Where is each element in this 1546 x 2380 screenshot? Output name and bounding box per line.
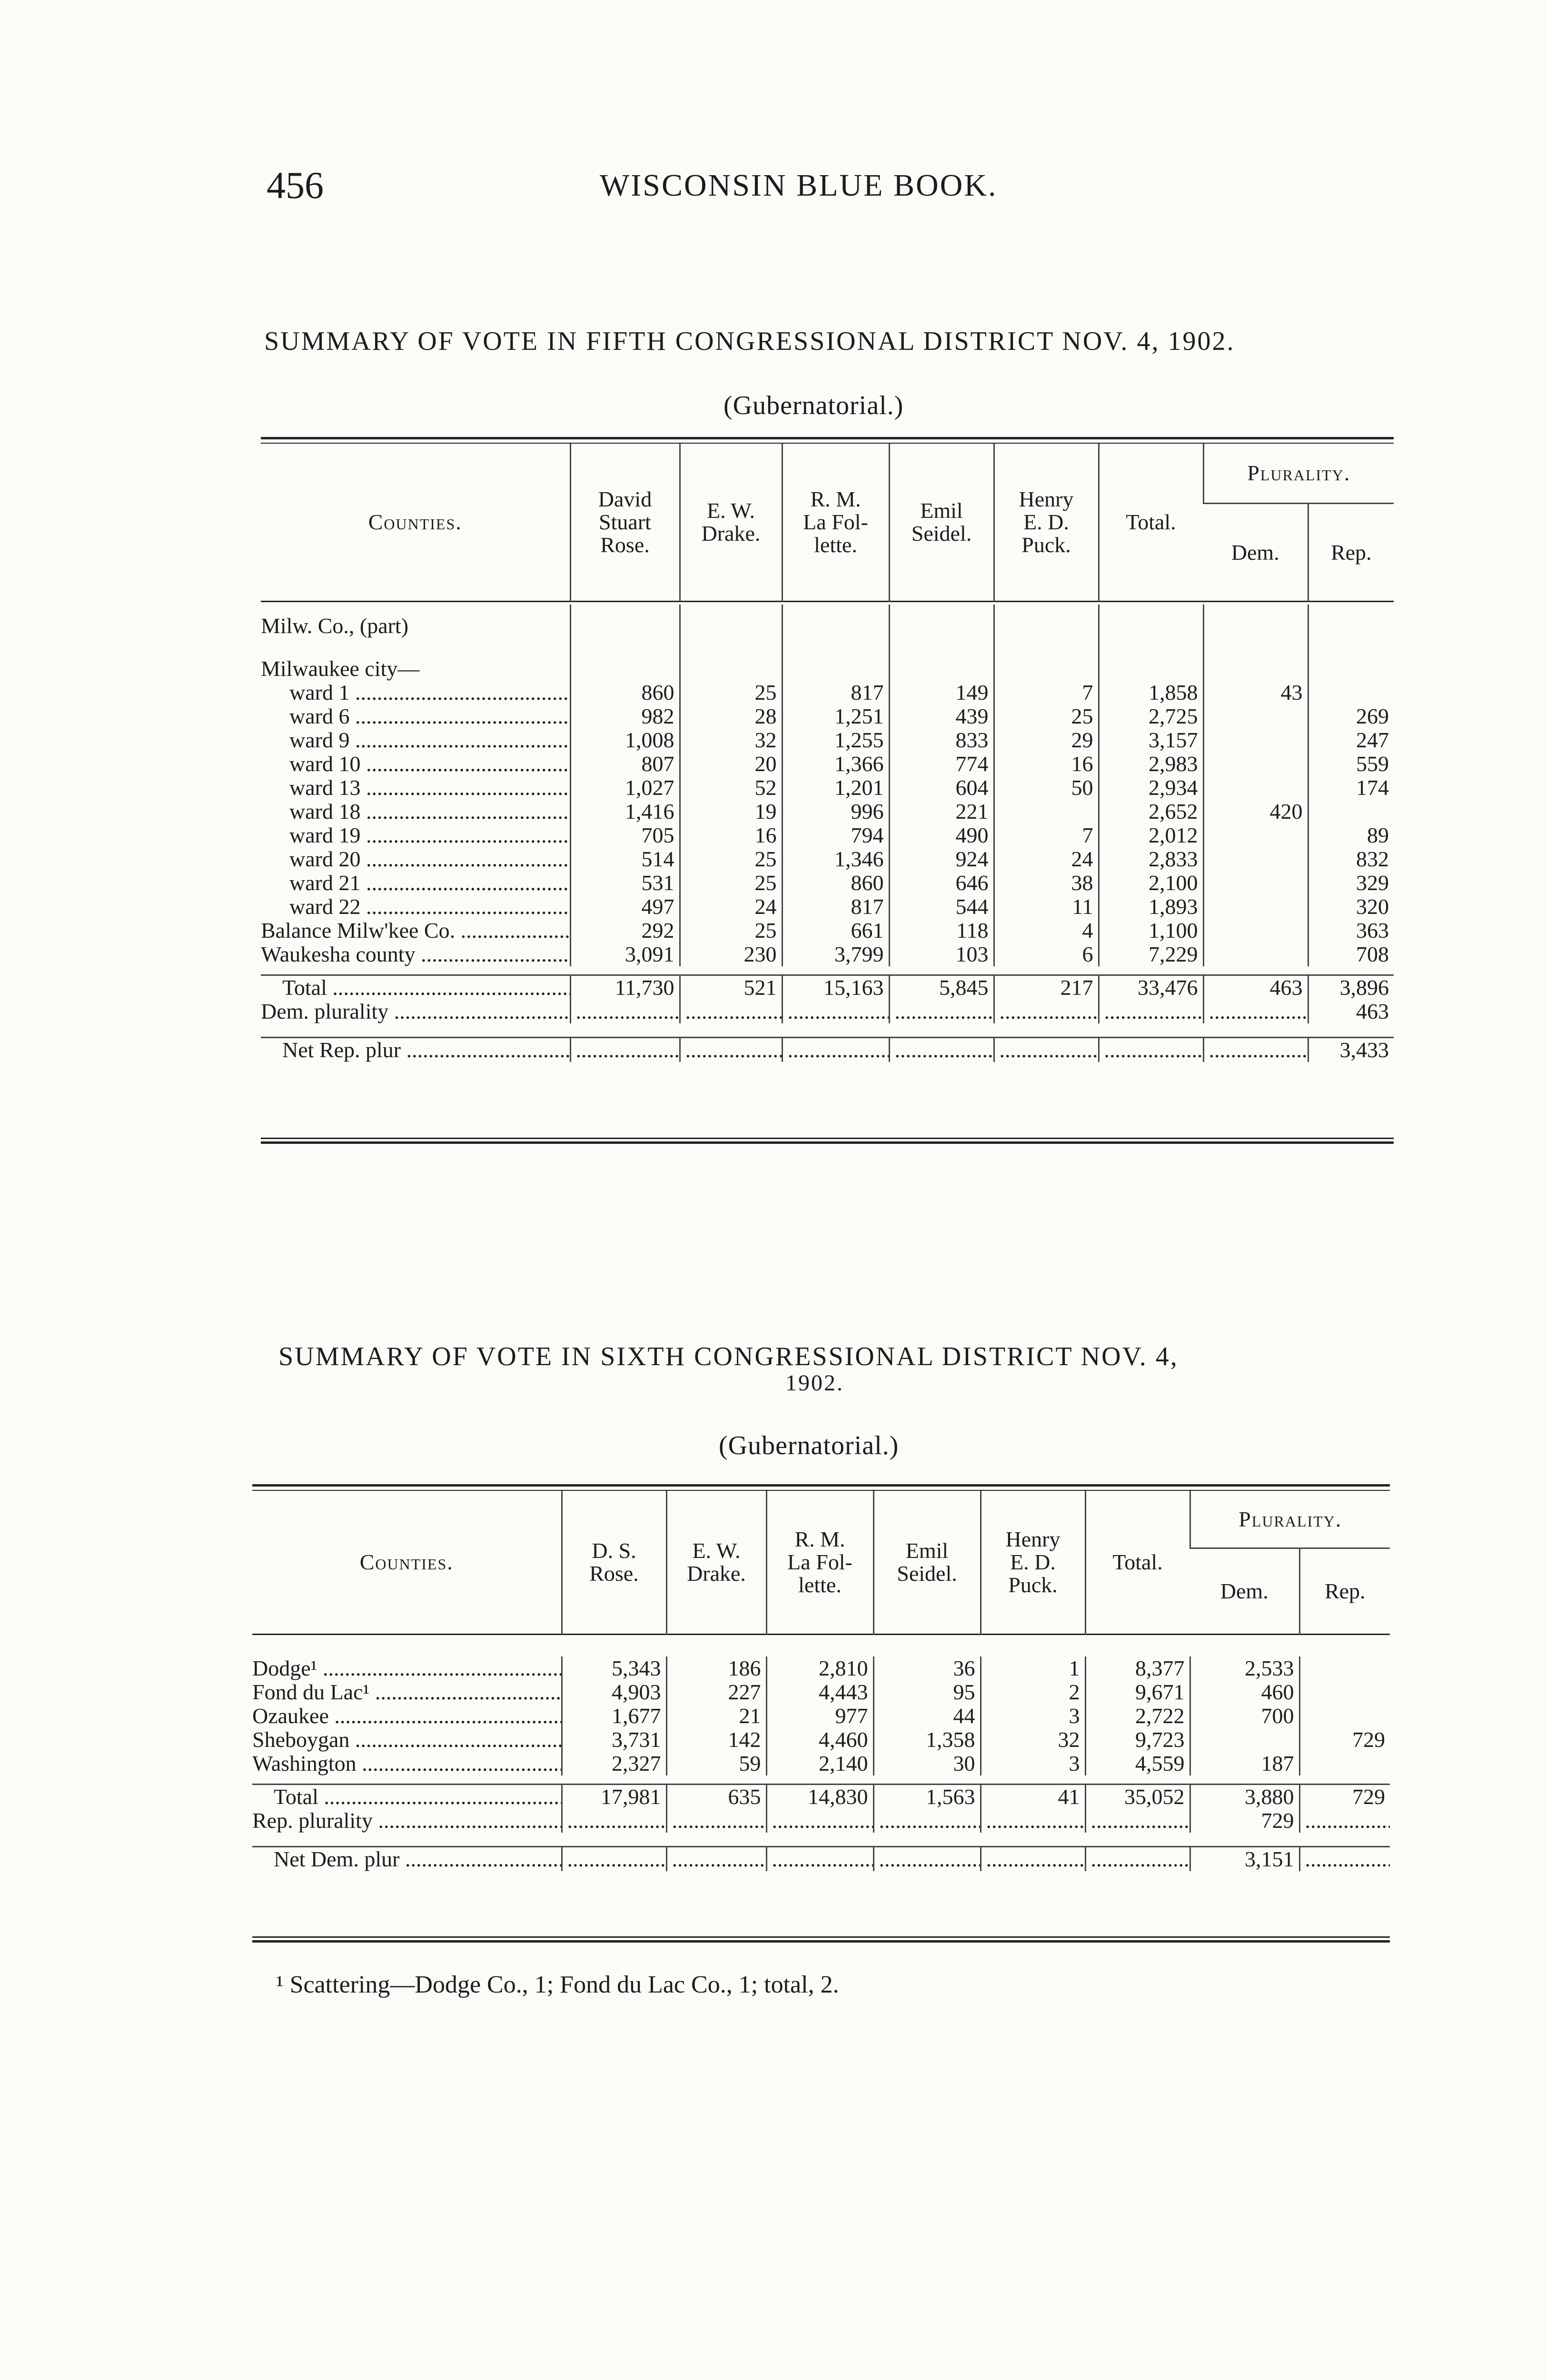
cell-lafollette: 1,255 xyxy=(782,728,889,752)
header-seidel: Emil Seidel. xyxy=(889,444,994,602)
cell-rep xyxy=(1299,1680,1390,1704)
cell-rose: 2,327 xyxy=(562,1752,666,1775)
cell-seidel: 544 xyxy=(889,895,994,919)
sixth-bottom-rule-thin xyxy=(252,1936,1390,1938)
row-label: ward 22 ..... xyxy=(261,895,570,919)
fifth-district-title: SUMMARY OF VOTE IN FIFTH CONGRESSIONAL DISTRICT NOV. 4, 1902. xyxy=(264,327,1235,356)
cell-lafollette: 4,443 xyxy=(766,1680,873,1704)
table-row xyxy=(261,823,1394,847)
cell-total: 9,671 xyxy=(1085,1680,1190,1704)
cell-dem xyxy=(1190,1728,1299,1752)
cell-lafollette: 15,163 xyxy=(782,975,889,1000)
cell-seidel: 36 xyxy=(873,1656,981,1680)
cell-dem: 729 xyxy=(1190,1809,1299,1833)
cell-rep xyxy=(1308,681,1394,704)
cell-dem xyxy=(1203,942,1308,966)
header-rose: D. S. Rose. xyxy=(562,1491,666,1635)
table-row-total xyxy=(261,975,1394,1000)
cell-rose: 5,343 xyxy=(562,1656,666,1680)
table-row xyxy=(261,681,1394,704)
group-label-milwaukee-city: Milwaukee city— xyxy=(261,656,420,681)
row-label: Total ..... xyxy=(252,1784,562,1809)
row-label: ward 1 ..... xyxy=(261,681,570,704)
cell-drake: 186 xyxy=(666,1656,766,1680)
cell-lafollette: 977 xyxy=(766,1704,873,1728)
cell-dem xyxy=(1203,847,1308,871)
table-row xyxy=(261,942,1394,966)
cell-lafollette: 661 xyxy=(782,919,889,942)
header-drake: E. W. Drake. xyxy=(666,1491,766,1635)
cell-seidel: 604 xyxy=(889,776,994,800)
header-total: Total. xyxy=(1099,444,1203,602)
header-rep: Rep. xyxy=(1308,504,1394,602)
row-label: Waukesha county ..... xyxy=(261,942,570,966)
cell-seidel: 30 xyxy=(873,1752,981,1775)
cell-total: 2,725 xyxy=(1099,704,1203,728)
cell-rose: 497 xyxy=(570,895,680,919)
table-row xyxy=(252,1752,1390,1775)
header-puck: Henry E. D. Puck. xyxy=(981,1491,1085,1635)
cell-puck: 3 xyxy=(981,1752,1085,1775)
cell-rose: 3,091 xyxy=(570,942,680,966)
cell-puck: 217 xyxy=(994,975,1099,1000)
sixth-bottom-rule xyxy=(252,1940,1390,1943)
table-row xyxy=(252,1680,1390,1704)
cell-puck: 16 xyxy=(994,752,1099,776)
cell-puck: 7 xyxy=(994,681,1099,704)
cell-total: 8,377 xyxy=(1085,1656,1190,1680)
table-row xyxy=(261,871,1394,895)
cell-rose: 292 xyxy=(570,919,680,942)
row-label: ward 20 ..... xyxy=(261,847,570,871)
cell-drake: 52 xyxy=(680,776,782,800)
sixth-district-table xyxy=(252,1491,1390,1881)
cell-puck: 32 xyxy=(981,1728,1085,1752)
cell-rep: 729 xyxy=(1299,1728,1390,1752)
cell-rep: 363 xyxy=(1308,919,1394,942)
running-head: WISCONSIN BLUE BOOK. xyxy=(600,168,998,203)
cell-total: 2,983 xyxy=(1099,752,1203,776)
cell-drake: 32 xyxy=(680,728,782,752)
header-rose: David Stuart Rose. xyxy=(570,444,680,602)
cell-total: 1,100 xyxy=(1099,919,1203,942)
cell-puck xyxy=(994,800,1099,823)
cell-lafollette: 1,346 xyxy=(782,847,889,871)
header-dem: Dem. xyxy=(1231,540,1279,565)
cell-seidel: 1,563 xyxy=(873,1784,981,1809)
header-plurality: Plurality. xyxy=(1190,1491,1390,1548)
cell-lafollette: 860 xyxy=(782,871,889,895)
table-row xyxy=(252,1728,1390,1752)
cell-dem xyxy=(1203,871,1308,895)
cell-drake: 521 xyxy=(680,975,782,1000)
cell-puck: 7 xyxy=(994,823,1099,847)
cell-dem: 700 xyxy=(1190,1704,1299,1728)
cell-dem xyxy=(1203,823,1308,847)
fifth-district-table xyxy=(261,444,1394,1071)
cell-seidel: 439 xyxy=(889,704,994,728)
sixth-district-title-year: 1902. xyxy=(785,1370,844,1396)
cell-puck: 2 xyxy=(981,1680,1085,1704)
cell-seidel: 1,358 xyxy=(873,1728,981,1752)
group-label-milw-co: Milw. Co., (part) xyxy=(261,614,409,638)
cell-dem xyxy=(1203,728,1308,752)
sixth-district-subtitle: (Gubernatorial.) xyxy=(719,1431,899,1460)
header-counties: Counties. xyxy=(368,510,462,534)
cell-drake: 25 xyxy=(680,681,782,704)
cell-rep: 832 xyxy=(1308,847,1394,871)
cell-lafollette: 817 xyxy=(782,895,889,919)
fifth-top-rule xyxy=(261,437,1394,439)
cell-dem: 3,880 xyxy=(1190,1784,1299,1809)
cell-seidel: 833 xyxy=(889,728,994,752)
cell-dem xyxy=(1203,895,1308,919)
cell-rep: 269 xyxy=(1308,704,1394,728)
cell-total: 2,833 xyxy=(1099,847,1203,871)
cell-rep: 320 xyxy=(1308,895,1394,919)
table-row xyxy=(261,776,1394,800)
cell-rep: 89 xyxy=(1308,823,1394,847)
cell-drake: 25 xyxy=(680,919,782,942)
cell-puck: 41 xyxy=(981,1784,1085,1809)
table-row-total xyxy=(252,1784,1390,1809)
header-drake: E. W. Drake. xyxy=(680,444,782,602)
row-label: Fond du Lac¹ ..... xyxy=(252,1680,562,1704)
cell-rep: 463 xyxy=(1308,1000,1394,1023)
row-label: Balance Milw'kee Co. ..... xyxy=(261,919,570,942)
row-label: ward 21 ..... xyxy=(261,871,570,895)
cell-total: 2,100 xyxy=(1099,871,1203,895)
cell-puck: 25 xyxy=(994,704,1099,728)
cell-dem: 3,151 xyxy=(1190,1847,1299,1872)
cell-lafollette: 1,201 xyxy=(782,776,889,800)
table-row-dem-plurality xyxy=(261,1000,1394,1023)
cell-rep: 329 xyxy=(1308,871,1394,895)
cell-drake: 142 xyxy=(666,1728,766,1752)
cell-dem xyxy=(1203,776,1308,800)
header-total: Total. xyxy=(1085,1491,1190,1635)
cell-drake: 24 xyxy=(680,895,782,919)
cell-drake: 230 xyxy=(680,942,782,966)
cell-total: 9,723 xyxy=(1085,1728,1190,1752)
table-row-net xyxy=(261,1038,1394,1062)
cell-puck: 1 xyxy=(981,1656,1085,1680)
cell-rose: 3,731 xyxy=(562,1728,666,1752)
footnote: ¹ Scattering—Dodge Co., 1; Fond du Lac Co., 1; total, 2. xyxy=(276,1971,839,1998)
header-seidel: Emil Seidel. xyxy=(873,1491,981,1635)
cell-rep: 3,433 xyxy=(1308,1038,1394,1062)
row-label: Dem. plurality ..... xyxy=(261,1000,570,1023)
cell-dem xyxy=(1203,919,1308,942)
row-label: Sheboygan ..... xyxy=(252,1728,562,1752)
cell-seidel: 924 xyxy=(889,847,994,871)
cell-dem: 420 xyxy=(1203,800,1308,823)
cell-rep xyxy=(1299,1704,1390,1728)
cell-puck: 29 xyxy=(994,728,1099,752)
fifth-bottom-rule xyxy=(261,1141,1394,1144)
cell-drake: 59 xyxy=(666,1752,766,1775)
cell-rose: 705 xyxy=(570,823,680,847)
cell-drake: 21 xyxy=(666,1704,766,1728)
sixth-district-title: SUMMARY OF VOTE IN SIXTH CONGRESSIONAL DISTRICT NOV. 4, xyxy=(278,1342,1179,1371)
cell-dem: 187 xyxy=(1190,1752,1299,1775)
cell-dem xyxy=(1203,752,1308,776)
cell-lafollette: 1,366 xyxy=(782,752,889,776)
cell-puck: 6 xyxy=(994,942,1099,966)
row-label: Total ..... xyxy=(261,975,570,1000)
cell-rose: 1,027 xyxy=(570,776,680,800)
cell-seidel: 646 xyxy=(889,871,994,895)
cell-lafollette: 3,799 xyxy=(782,942,889,966)
cell-rose: 1,677 xyxy=(562,1704,666,1728)
page-number: 456 xyxy=(267,165,324,207)
cell-seidel: 44 xyxy=(873,1704,981,1728)
header-counties: Counties. xyxy=(359,1550,454,1574)
cell-total: 1,893 xyxy=(1099,895,1203,919)
cell-seidel: 221 xyxy=(889,800,994,823)
sixth-top-rule xyxy=(252,1484,1390,1487)
cell-lafollette: 2,810 xyxy=(766,1656,873,1680)
cell-lafollette: 817 xyxy=(782,681,889,704)
fifth-bottom-rule-thin xyxy=(261,1138,1394,1139)
row-label: Washington ..... xyxy=(252,1752,562,1775)
row-label: Rep. plurality ..... xyxy=(252,1809,562,1833)
cell-seidel: 118 xyxy=(889,919,994,942)
cell-total: 2,722 xyxy=(1085,1704,1190,1728)
cell-puck: 38 xyxy=(994,871,1099,895)
table-row xyxy=(261,847,1394,871)
cell-drake: 227 xyxy=(666,1680,766,1704)
cell-rose: 1,008 xyxy=(570,728,680,752)
row-label: Net Dem. plur ..... xyxy=(252,1847,562,1872)
cell-lafollette: 996 xyxy=(782,800,889,823)
cell-lafollette: 1,251 xyxy=(782,704,889,728)
cell-rose: 4,903 xyxy=(562,1680,666,1704)
cell-rose: 17,981 xyxy=(562,1784,666,1809)
cell-dem: 43 xyxy=(1203,681,1308,704)
table-row xyxy=(261,919,1394,942)
cell-drake: 28 xyxy=(680,704,782,728)
cell-lafollette: 4,460 xyxy=(766,1728,873,1752)
row-label: ward 9 ..... xyxy=(261,728,570,752)
row-label: Net Rep. plur ..... xyxy=(261,1038,570,1062)
cell-rep: 559 xyxy=(1308,752,1394,776)
row-label: ward 6 ..... xyxy=(261,704,570,728)
cell-rep xyxy=(1308,800,1394,823)
cell-total: 7,229 xyxy=(1099,942,1203,966)
cell-total: 35,052 xyxy=(1085,1784,1190,1809)
cell-seidel: 149 xyxy=(889,681,994,704)
cell-dem xyxy=(1203,704,1308,728)
table-row-net xyxy=(252,1847,1390,1872)
cell-rep: 247 xyxy=(1308,728,1394,752)
cell-lafollette: 2,140 xyxy=(766,1752,873,1775)
row-label: ward 19 ..... xyxy=(261,823,570,847)
cell-lafollette: 794 xyxy=(782,823,889,847)
table-row xyxy=(261,895,1394,919)
row-label: ward 10 ..... xyxy=(261,752,570,776)
cell-rep: 174 xyxy=(1308,776,1394,800)
cell-rep: 708 xyxy=(1308,942,1394,966)
header-lafollette: R. M. La Fol- lette. xyxy=(766,1491,873,1635)
cell-total: 1,858 xyxy=(1099,681,1203,704)
cell-drake: 16 xyxy=(680,823,782,847)
cell-rep: 3,896 xyxy=(1308,975,1394,1000)
cell-drake: 25 xyxy=(680,871,782,895)
cell-rep xyxy=(1299,1752,1390,1775)
cell-rose: 514 xyxy=(570,847,680,871)
header-puck: Henry E. D. Puck. xyxy=(994,444,1099,602)
fifth-district-subtitle: (Gubernatorial.) xyxy=(723,391,904,420)
cell-rose: 531 xyxy=(570,871,680,895)
cell-seidel: 490 xyxy=(889,823,994,847)
cell-rose: 1,416 xyxy=(570,800,680,823)
cell-rose: 982 xyxy=(570,704,680,728)
header-dem: Dem. xyxy=(1220,1579,1269,1604)
cell-drake: 20 xyxy=(680,752,782,776)
row-label: ward 13 ..... xyxy=(261,776,570,800)
cell-total: 2,652 xyxy=(1099,800,1203,823)
cell-drake: 19 xyxy=(680,800,782,823)
cell-rep: 729 xyxy=(1299,1784,1390,1809)
cell-seidel: 774 xyxy=(889,752,994,776)
table-row xyxy=(261,800,1394,823)
cell-seidel: 5,845 xyxy=(889,975,994,1000)
cell-puck: 11 xyxy=(994,895,1099,919)
cell-dem: 460 xyxy=(1190,1680,1299,1704)
table-row xyxy=(252,1656,1390,1680)
row-label: Dodge¹ ..... xyxy=(252,1656,562,1680)
cell-rose: 807 xyxy=(570,752,680,776)
cell-puck: 3 xyxy=(981,1704,1085,1728)
cell-total: 33,476 xyxy=(1099,975,1203,1000)
table-row-rep-plurality xyxy=(252,1809,1390,1833)
header-plurality: Plurality. xyxy=(1203,444,1394,504)
cell-dem: 2,533 xyxy=(1190,1656,1299,1680)
cell-total: 2,934 xyxy=(1099,776,1203,800)
row-label: ward 18 ..... xyxy=(261,800,570,823)
cell-drake: 25 xyxy=(680,847,782,871)
header-lafollette: R. M. La Fol- lette. xyxy=(782,444,889,602)
cell-dem: 463 xyxy=(1203,975,1308,1000)
cell-puck: 4 xyxy=(994,919,1099,942)
cell-rose: 11,730 xyxy=(570,975,680,1000)
header-rep: Rep. xyxy=(1299,1548,1390,1635)
cell-total: 3,157 xyxy=(1099,728,1203,752)
table-row xyxy=(261,728,1394,752)
cell-puck: 50 xyxy=(994,776,1099,800)
cell-lafollette: 14,830 xyxy=(766,1784,873,1809)
cell-seidel: 103 xyxy=(889,942,994,966)
cell-rep xyxy=(1299,1656,1390,1680)
table-row xyxy=(261,704,1394,728)
cell-puck: 24 xyxy=(994,847,1099,871)
cell-total: 4,559 xyxy=(1085,1752,1190,1775)
cell-rose: 860 xyxy=(570,681,680,704)
table-row xyxy=(252,1704,1390,1728)
row-label: Ozaukee ..... xyxy=(252,1704,562,1728)
table-row xyxy=(261,752,1394,776)
cell-seidel: 95 xyxy=(873,1680,981,1704)
cell-drake: 635 xyxy=(666,1784,766,1809)
cell-total: 2,012 xyxy=(1099,823,1203,847)
